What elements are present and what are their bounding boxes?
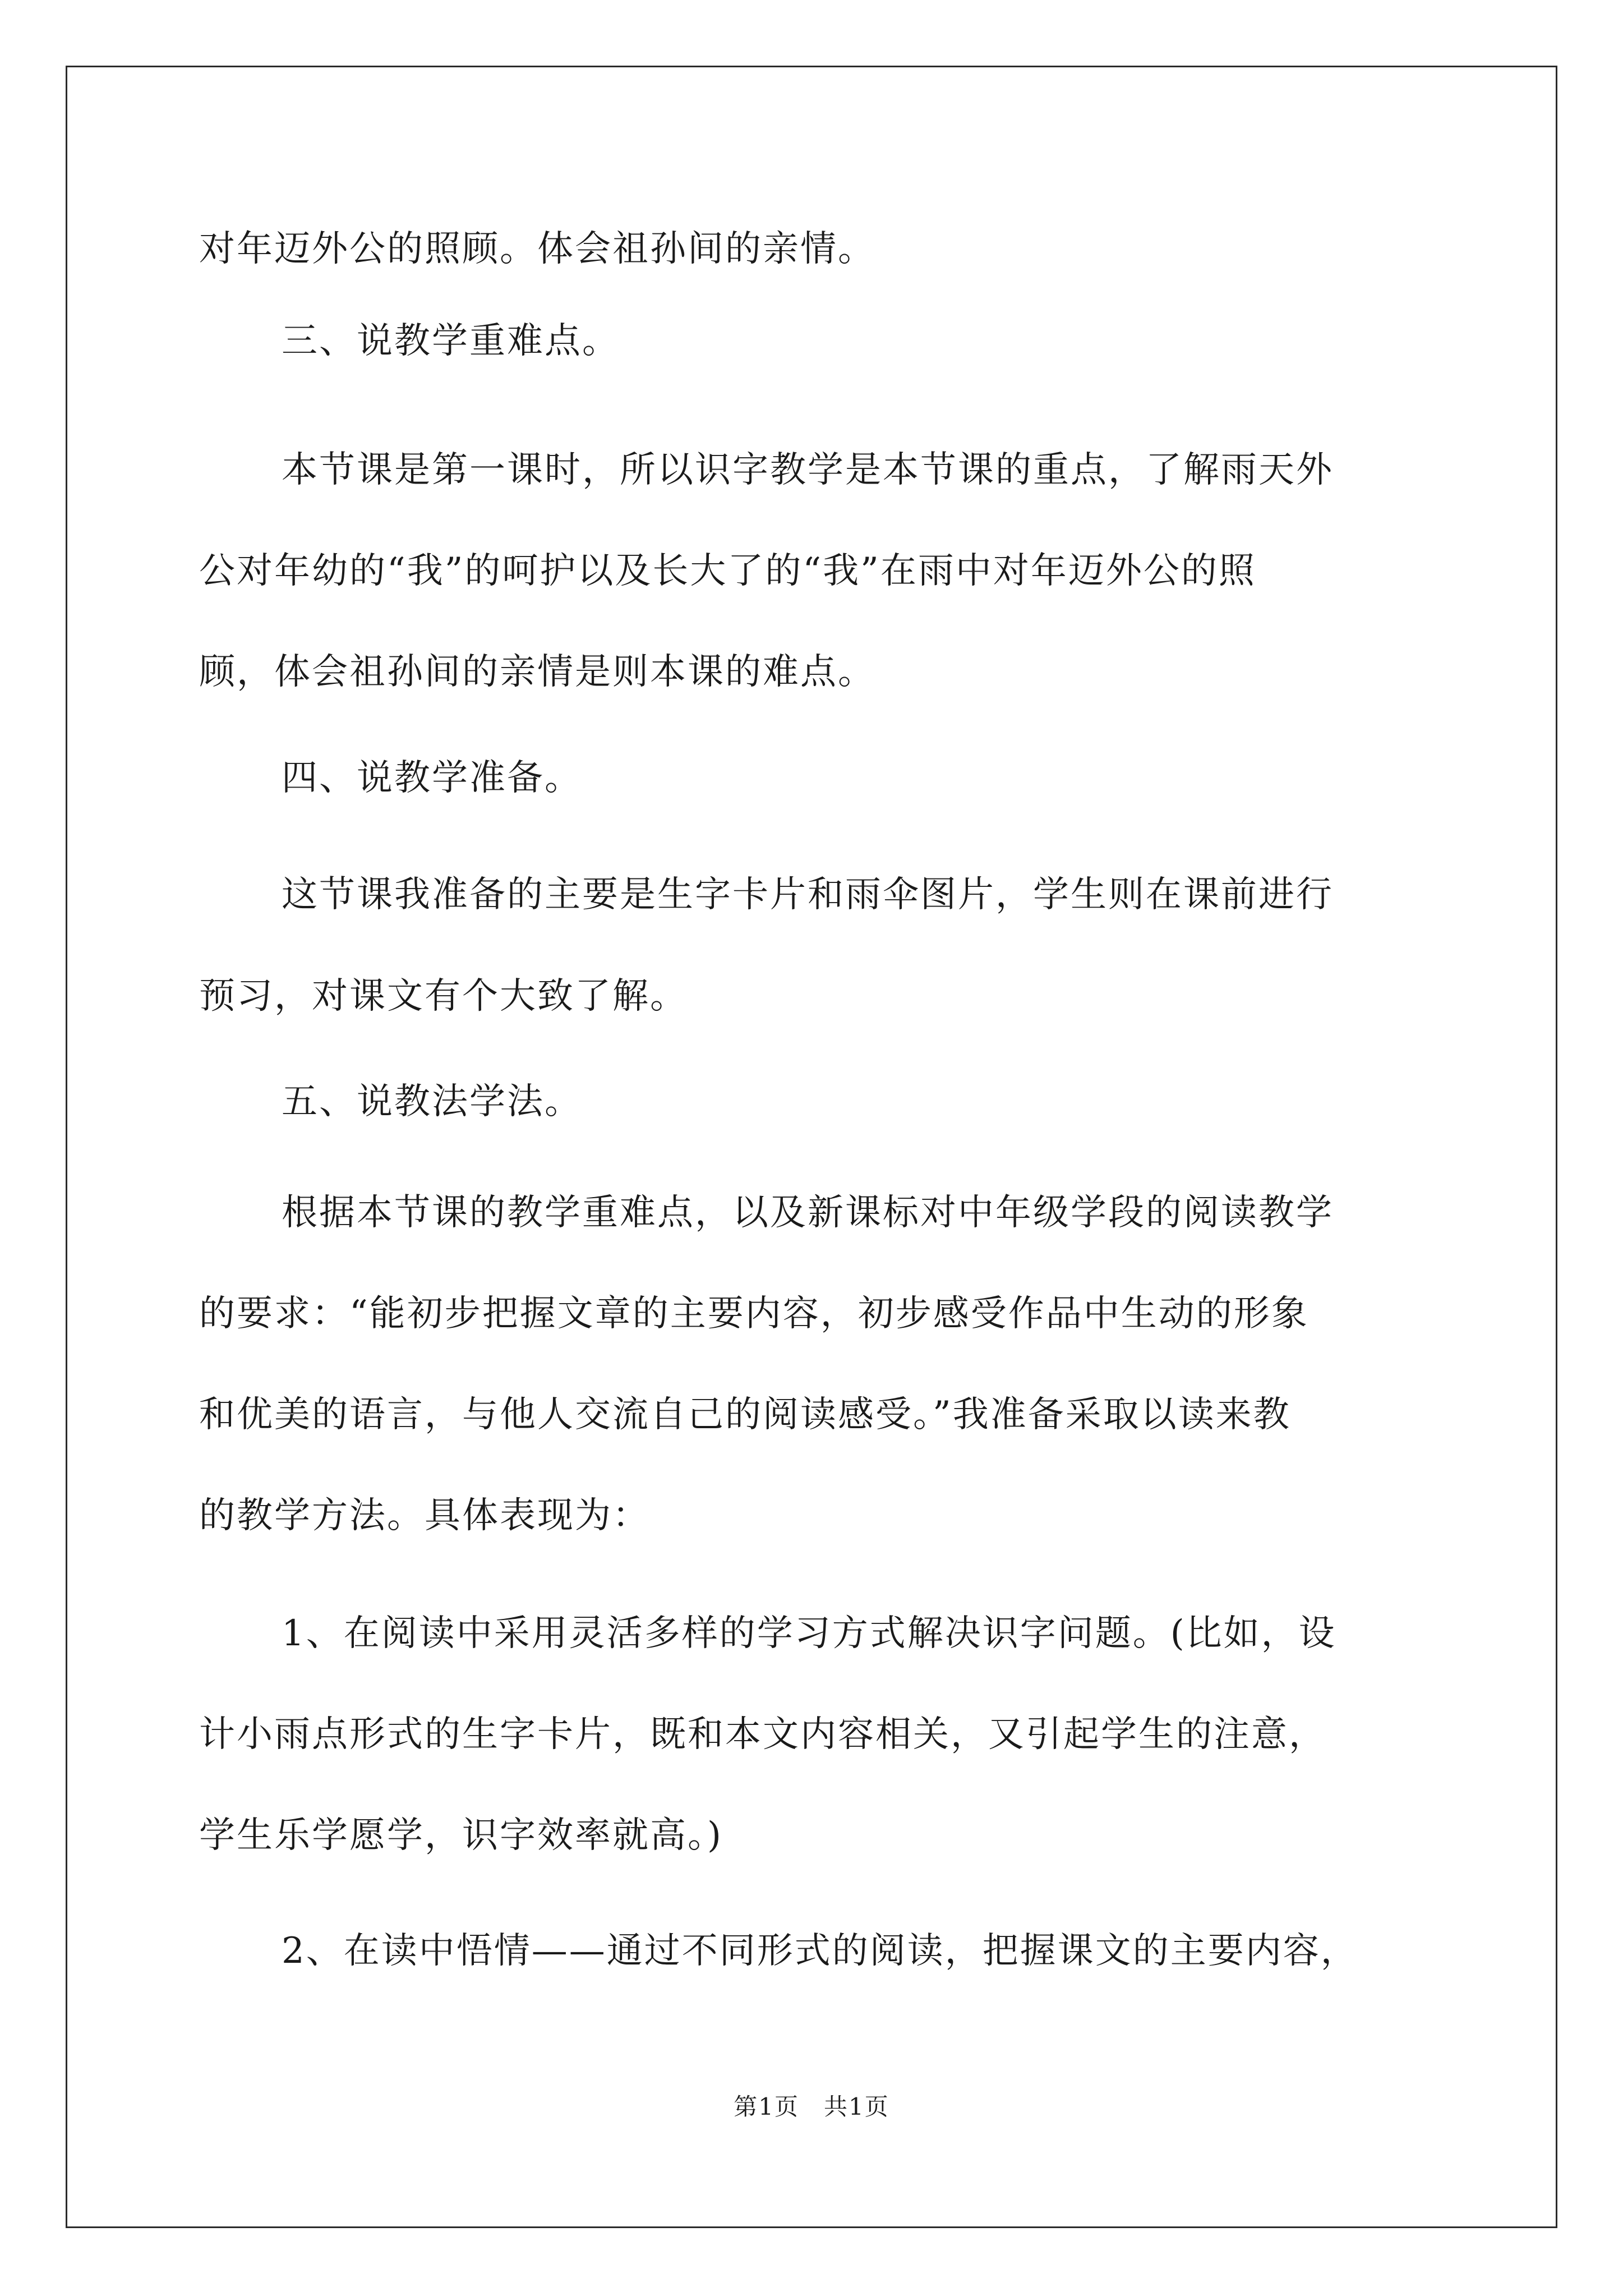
text-line-8: 预习，对课文有个大致了解。 [199,976,688,1017]
text-line-10: 根据本节课的教学重难点，以及新课标对中年级学段的阅读教学 [282,1192,1334,1234]
text-line-3: 本节课是第一课时，所以识字教学是本节课的重点，了解雨天外 [282,449,1334,491]
section-heading-5: 五、说教法学法。 [282,1081,582,1122]
text-line-5: 顾，体会祖孙间的亲情是则本课的难点。 [199,651,875,693]
text-line-4: 公对年幼的“我”的呵护以及长大了的“我”在雨中对年迈外公的照 [199,550,1256,592]
text-line-13: 的教学方法。具体表现为： [199,1495,650,1536]
page-footer: 第1页 共1页 [734,2093,889,2120]
section-heading-4: 四、说教学准备。 [282,757,582,799]
section-heading-3: 三、说教学重难点。 [282,320,620,362]
text-line-12: 和优美的语言，与他人交流自己的阅读感受。”我准备采取以读来教 [199,1394,1291,1435]
text-line-11: 的要求：“能初步把握文章的主要内容，初步感受作品中生动的形象 [199,1293,1309,1335]
text-line-14: 1、在阅读中采用灵活多样的学习方式解决识字问题。(比如，设 [282,1613,1336,1654]
page-border [66,66,1557,2228]
text-line-15: 计小雨点形式的生字卡片，既和本文内容相关，又引起学生的注意， [199,1714,1326,1755]
text-line-1: 对年迈外公的照顾。体会祖孙间的亲情。 [199,228,875,270]
text-line-16: 学生乐学愿学，识字效率就高。) [199,1815,723,1856]
text-line-17: 2、在读中悟情——通过不同形式的阅读，把握课文的主要内容， [282,1930,1358,1972]
text-line-7: 这节课我准备的主要是生字卡片和雨伞图片，学生则在课前进行 [282,874,1334,915]
